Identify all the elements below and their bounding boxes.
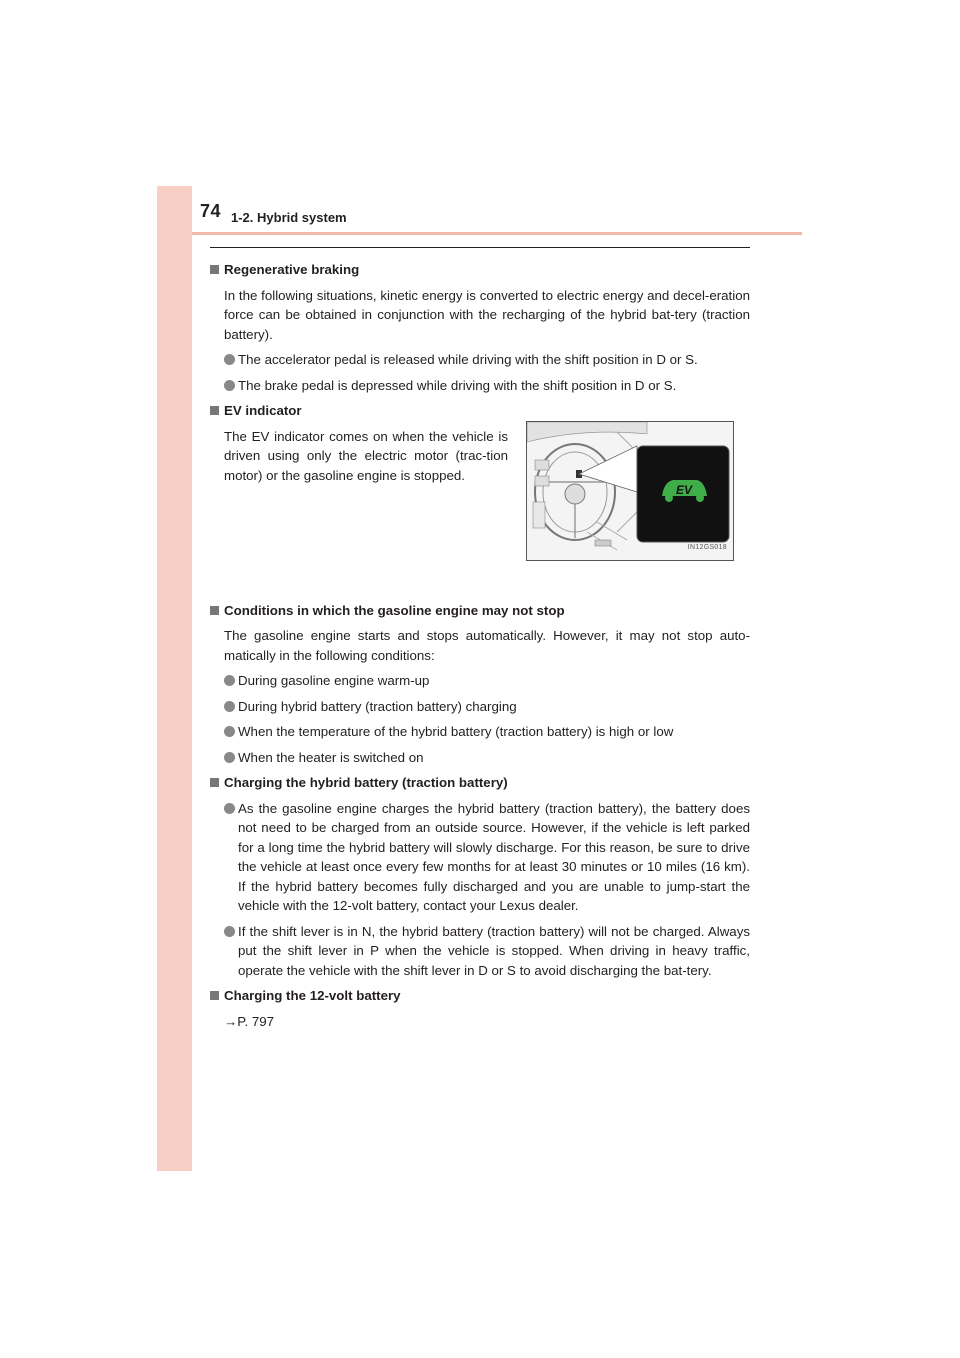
ev-indicator-figure xyxy=(526,421,734,561)
section-title: 1-2. Hybrid system xyxy=(231,210,347,225)
sidebar-tab xyxy=(157,186,192,1171)
bullet-dot-icon xyxy=(224,803,235,814)
square-bullet-icon xyxy=(210,406,219,415)
heading-regenerative-braking: Regenerative braking xyxy=(210,260,750,280)
paragraph: In the following situations, kinetic energy is converted to electric energy and decel-eration force can be obtained in conjunction with the recharging of the hybrid bat-tery (traction battery). xyxy=(224,287,750,342)
list-item: When the temperature of the hybrid battery (traction battery) is high or low xyxy=(224,722,750,742)
list-item: As the gasoline engine charges the hybrid battery (traction battery), the battery does not need to be charged from an outside source. However, if the vehicle is left parked for a long time the hybrid battery will slowly discharge. For this reason, be sure to drive the vehicle at least once every few months for at least 30 minutes or 10 miles (16 km). If the hybrid battery becomes fully discharged and you are unable to jump-start the vehicle with the 12-volt battery, contact your Lexus dealer. xyxy=(224,799,750,916)
square-bullet-icon xyxy=(210,991,219,1000)
square-bullet-icon xyxy=(210,778,219,787)
page-content xyxy=(210,260,750,1031)
figure-code: IN12GS018 xyxy=(687,544,727,551)
ev-indicator-block xyxy=(210,427,750,595)
bullet-dot-icon xyxy=(224,726,235,737)
list-item: During gasoline engine warm-up xyxy=(224,671,750,691)
paragraph: The gasoline engine starts and stops automatically. However, it may not stop auto-matically in the following conditions: xyxy=(224,628,750,663)
heading-charging-12-volt-battery: Charging the 12-volt battery xyxy=(210,986,750,1006)
content-divider xyxy=(210,247,750,248)
ev-indicator-label: EV xyxy=(675,482,693,497)
list-item: When the heater is switched on xyxy=(224,748,750,768)
page-reference-link[interactable]: →P. 797 xyxy=(224,1013,275,1029)
heading-charging-hybrid-battery: Charging the hybrid battery (traction battery) xyxy=(210,773,750,793)
page-number: 74 xyxy=(200,201,222,221)
list-item: During hybrid battery (traction battery) charging xyxy=(224,697,750,717)
list-item: The brake pedal is depressed while driving with the shift position in D or S. xyxy=(224,376,750,396)
square-bullet-icon xyxy=(210,265,219,274)
bullet-dot-icon xyxy=(224,752,235,763)
heading-engine-conditions: Conditions in which the gasoline engine may not stop xyxy=(210,601,750,621)
bullet-dot-icon xyxy=(224,701,235,712)
square-bullet-icon xyxy=(210,606,219,615)
bullet-dot-icon xyxy=(224,354,235,365)
list-item: The accelerator pedal is released while driving with the shift position in D or S. xyxy=(224,350,750,370)
heading-ev-indicator: EV indicator xyxy=(210,401,750,421)
header-rule xyxy=(192,232,802,235)
paragraph: The EV indicator comes on when the vehicle is driven using only the electric motor (trac-tion motor) or the gasoline engine is stopped. xyxy=(224,428,508,483)
list-item: If the shift lever is in N, the hybrid battery (traction battery) will not be charged. Always put the shift lever in P when the vehicle is stopped. When driving in heavy traffic, operate the vehicle with the shift lever in D or S to avoid discharging the bat-tery. xyxy=(224,922,750,981)
bullet-dot-icon xyxy=(224,926,235,937)
bullet-dot-icon xyxy=(224,675,235,686)
bullet-dot-icon xyxy=(224,380,235,391)
